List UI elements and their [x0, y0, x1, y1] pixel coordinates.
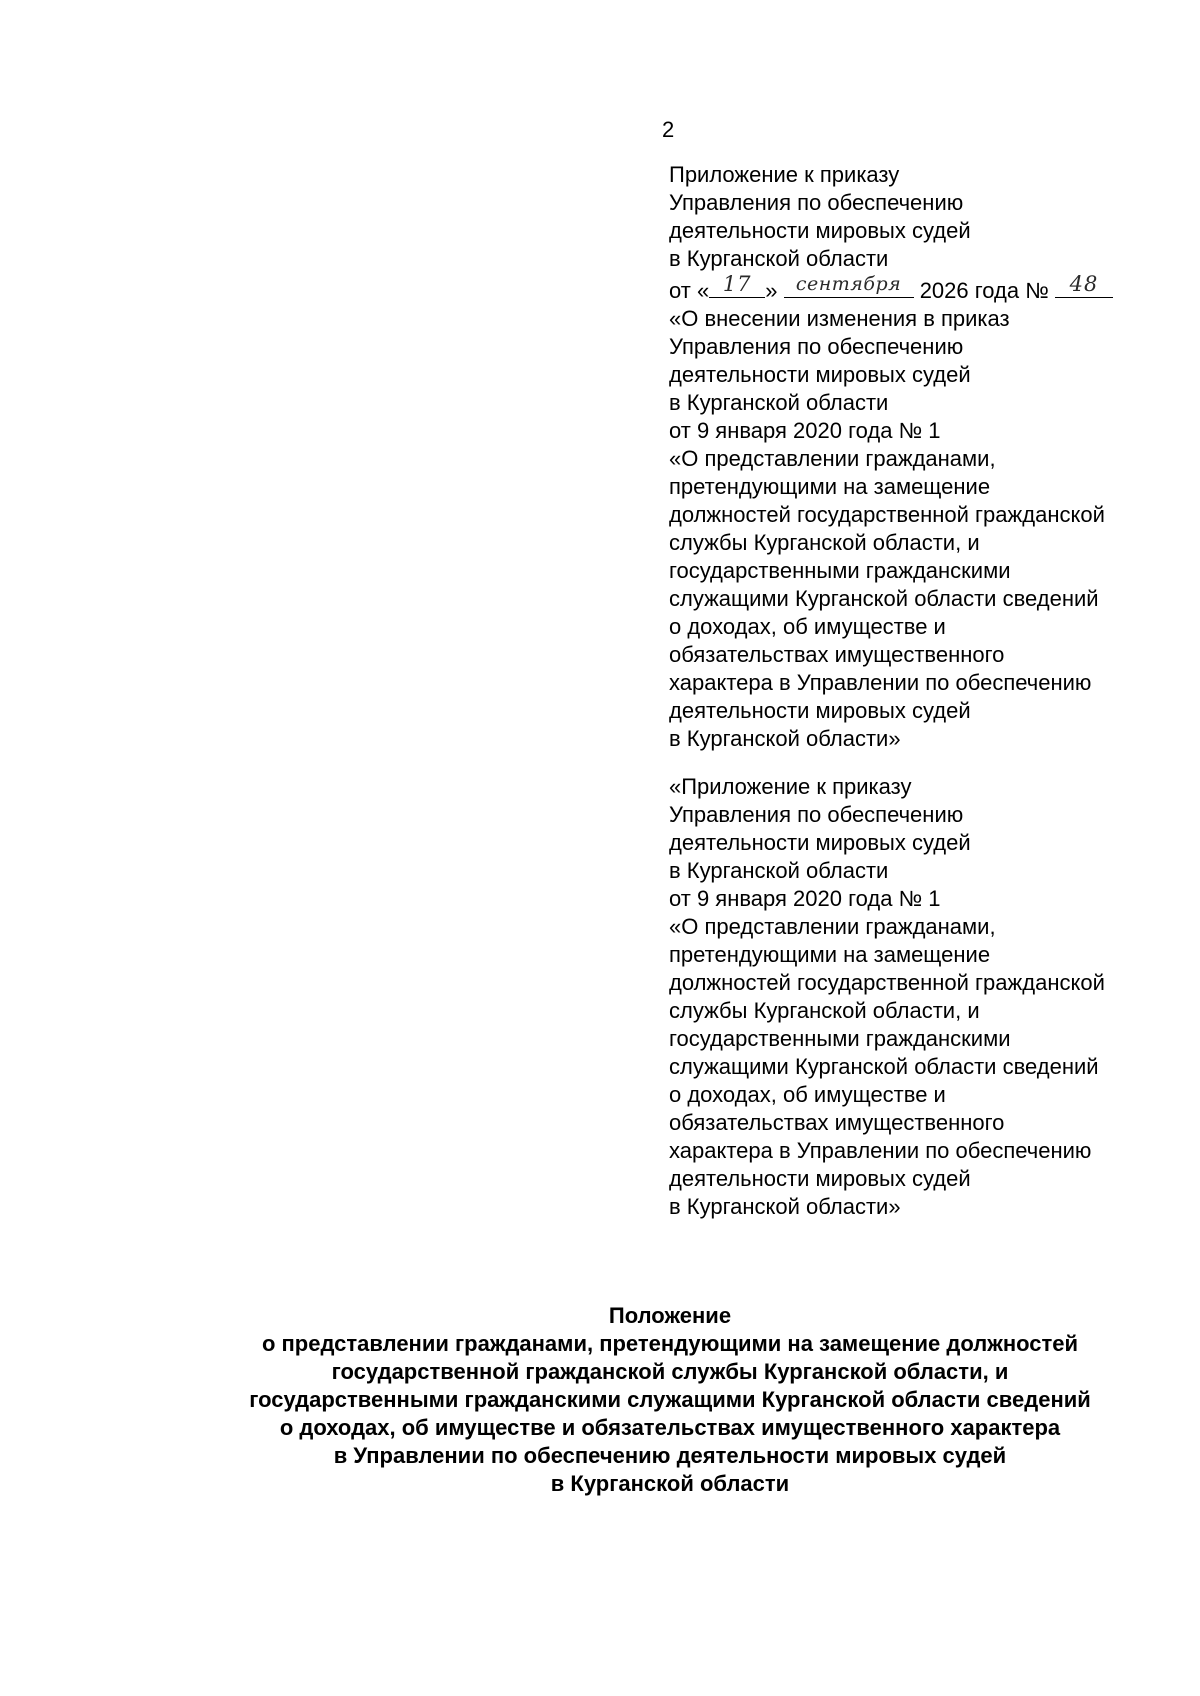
quoted-appendix-line: служащими Курганской области сведений	[669, 1054, 1099, 1079]
appendix-line: в Курганской области	[669, 246, 889, 271]
order-number-field	[1055, 273, 1113, 298]
appendix-line: Управления по обеспечению	[669, 334, 964, 359]
appendix-line: государственными гражданскими	[669, 558, 1011, 583]
order-date-line	[669, 273, 1169, 305]
appendix-line: деятельности мировых судей	[669, 698, 971, 723]
quoted-appendix-line: в Курганской области	[669, 858, 889, 883]
appendix-block	[669, 161, 1169, 753]
heading-line: в Управлении по обеспечению деятельности мировых судей	[333, 1443, 1007, 1468]
quoted-appendix-line: должностей государственной гражданской	[669, 970, 1105, 995]
heading-line: о доходах, об имуществе и обязательствах имущественного характера	[279, 1415, 1061, 1440]
date-prefix: от «	[669, 278, 710, 303]
date-day-field	[709, 273, 765, 298]
quoted-appendix-line: «Приложение к приказу	[669, 774, 912, 799]
heading-line: государственной гражданской службы Курганской области, и	[331, 1359, 1009, 1384]
appendix-line: в Курганской области	[669, 390, 889, 415]
appendix-line: о доходах, об имуществе и	[669, 614, 946, 639]
appendix-line: в Курганской области»	[669, 726, 901, 751]
appendix-line: служащими Курганской области сведений	[669, 586, 1099, 611]
appendix-line: деятельности мировых судей	[669, 218, 971, 243]
quoted-appendix-line: характера в Управлении по обеспечению	[669, 1138, 1092, 1163]
appendix-line: обязательствах имущественного	[669, 642, 1005, 667]
quoted-appendix-line: от 9 января 2020 года № 1	[669, 886, 941, 911]
appendix-line: Управления по обеспечению	[669, 190, 964, 215]
heading-line: о представлении гражданами, претендующими на замещение должностей	[261, 1331, 1079, 1356]
handwritten-order-number: 48	[1069, 272, 1099, 296]
quoted-appendix-line: деятельности мировых судей	[669, 1166, 971, 1191]
quoted-appendix-line: государственными гражданскими	[669, 1026, 1011, 1051]
quoted-appendix-line: в Курганской области»	[669, 1194, 901, 1219]
regulation-heading	[100, 1302, 1200, 1498]
date-mid: »	[765, 278, 778, 303]
quoted-appendix-line: обязательствах имущественного	[669, 1110, 1005, 1135]
appendix-line: претендующими на замещение	[669, 474, 991, 499]
page-number: 2	[662, 117, 675, 142]
quoted-appendix-line: деятельности мировых судей	[669, 830, 971, 855]
handwritten-month: сентября	[795, 273, 902, 295]
appendix-line: службы Курганской области, и	[669, 530, 980, 555]
quoted-appendix-line: службы Курганской области, и	[669, 998, 980, 1023]
appendix-line: деятельности мировых судей	[669, 362, 971, 387]
handwritten-day: 17	[722, 272, 752, 296]
date-month-field	[784, 273, 914, 298]
quoted-appendix-line: «О представлении гражданами,	[669, 914, 996, 939]
appendix-line: «О внесении изменения в приказ	[669, 306, 1010, 331]
appendix-line: Приложение к приказу	[669, 162, 900, 187]
heading-line: в Курганской области	[550, 1471, 790, 1496]
date-suffix: 2026 года №	[919, 278, 1049, 303]
appendix-line: характера в Управлении по обеспечению	[669, 670, 1092, 695]
appendix-line: «О представлении гражданами,	[669, 446, 996, 471]
quoted-appendix-line: претендующими на замещение	[669, 942, 991, 967]
heading-title: Положение	[608, 1303, 732, 1328]
quoted-appendix-line: о доходах, об имуществе и	[669, 1082, 946, 1107]
appendix-line: от 9 января 2020 года № 1	[669, 418, 941, 443]
appendix-line: должностей государственной гражданской	[669, 502, 1105, 527]
quoted-appendix-line: Управления по обеспечению	[669, 802, 964, 827]
heading-line: государственными гражданскими служащими Курганской области сведений	[249, 1387, 1091, 1412]
quoted-appendix-block	[669, 773, 1169, 1221]
